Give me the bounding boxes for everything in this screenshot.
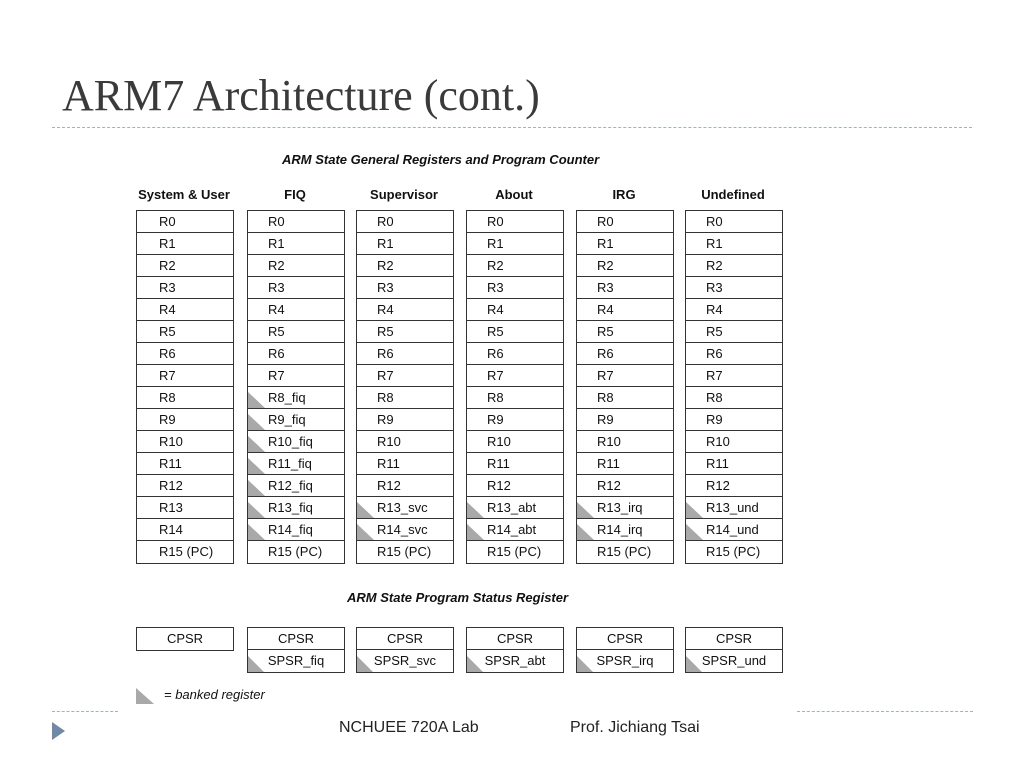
- register-label: R7: [377, 368, 394, 383]
- banked-marker-icon: [686, 502, 703, 518]
- register-label: R13_abt: [487, 500, 537, 515]
- register-label: R9: [377, 412, 394, 427]
- register-cell: [248, 365, 344, 387]
- banked-marker-icon: [686, 524, 703, 540]
- footer-divider-right: [797, 711, 973, 712]
- register-label: R7: [159, 368, 176, 383]
- register-label: R12: [487, 478, 511, 493]
- register-cell: [467, 255, 563, 277]
- register-label: R0: [268, 214, 285, 229]
- register-cell: [357, 409, 453, 431]
- register-label: R2: [377, 258, 394, 273]
- register-cell: [357, 233, 453, 255]
- register-cell: [137, 409, 233, 431]
- mode-header: Supervisor: [370, 187, 438, 202]
- register-cell: [357, 475, 453, 497]
- register-cell: [357, 541, 453, 563]
- register-label: R13: [159, 500, 183, 515]
- register-cell: [137, 321, 233, 343]
- psr-cell: [357, 650, 453, 672]
- register-label: R15 (PC): [487, 544, 542, 559]
- register-label: R5: [159, 324, 176, 339]
- psr-label: CPSR: [386, 631, 424, 646]
- register-cell: [686, 255, 782, 277]
- register-cell: [686, 409, 782, 431]
- register-cell: [686, 519, 782, 541]
- psr-label: CPSR: [496, 631, 534, 646]
- mode-header: FIQ: [284, 187, 306, 202]
- register-label: R5: [268, 324, 285, 339]
- register-column: [576, 210, 674, 564]
- register-cell: [577, 475, 673, 497]
- register-cell: [686, 321, 782, 343]
- triangle-bullet-icon: [52, 722, 65, 740]
- register-label: R2: [706, 258, 723, 273]
- register-label: R5: [377, 324, 394, 339]
- banked-marker-icon: [248, 502, 265, 518]
- register-column: [685, 210, 783, 564]
- register-label: R11: [706, 456, 729, 471]
- register-label: R15 (PC): [159, 544, 214, 559]
- register-cell: [248, 387, 344, 409]
- register-cell: [577, 431, 673, 453]
- banked-marker-icon: [248, 414, 265, 430]
- register-cell: [686, 387, 782, 409]
- register-label: R4: [159, 302, 176, 317]
- register-label: R2: [597, 258, 614, 273]
- register-label: R1: [377, 236, 394, 251]
- register-cell: [577, 541, 673, 563]
- register-label: R6: [487, 346, 504, 361]
- register-label: R15 (PC): [597, 544, 652, 559]
- psr-label: CPSR: [277, 631, 315, 646]
- psr-column: [466, 627, 564, 673]
- diagram-title: ARM State General Registers and Program Counter: [282, 152, 600, 167]
- register-cell: [137, 387, 233, 409]
- register-label: R8: [487, 390, 504, 405]
- register-cell: [137, 365, 233, 387]
- register-label: R8: [597, 390, 614, 405]
- register-cell: [686, 541, 782, 563]
- register-label: R15 (PC): [268, 544, 323, 559]
- register-cell: [137, 453, 233, 475]
- register-cell: [577, 365, 673, 387]
- mode-header: About: [495, 187, 533, 202]
- register-cell: [357, 365, 453, 387]
- psr-title: ARM State Program Status Register: [347, 590, 569, 605]
- register-cell: [467, 497, 563, 519]
- register-label: R2: [487, 258, 504, 273]
- register-column: [247, 210, 345, 564]
- register-cell: [577, 387, 673, 409]
- register-cell: [577, 299, 673, 321]
- register-label: R6: [597, 346, 614, 361]
- register-cell: [137, 233, 233, 255]
- register-cell: [467, 387, 563, 409]
- register-label: R10: [377, 434, 401, 449]
- register-label: R6: [159, 346, 176, 361]
- register-label: R11: [597, 456, 620, 471]
- register-label: R1: [268, 236, 285, 251]
- register-cell: [357, 277, 453, 299]
- register-cell: [137, 431, 233, 453]
- register-label: R6: [268, 346, 285, 361]
- register-label: R13_irq: [597, 500, 643, 515]
- register-label: R11_fiq: [268, 456, 312, 471]
- register-cell: [467, 365, 563, 387]
- register-label: R6: [377, 346, 394, 361]
- register-label: R0: [159, 214, 176, 229]
- psr-label: CPSR: [166, 631, 204, 646]
- register-cell: [577, 233, 673, 255]
- register-cell: [467, 277, 563, 299]
- register-label: R9: [487, 412, 504, 427]
- register-label: R9: [159, 412, 176, 427]
- psr-label: CPSR: [606, 631, 644, 646]
- register-cell: [686, 211, 782, 233]
- register-cell: [467, 299, 563, 321]
- footer-lab: NCHUEE 720A Lab: [339, 719, 479, 736]
- register-cell: [137, 519, 233, 541]
- register-cell: [248, 519, 344, 541]
- register-label: R10: [706, 434, 730, 449]
- register-label: R0: [487, 214, 504, 229]
- register-column: [466, 210, 564, 564]
- register-label: R12_fiq: [268, 478, 313, 493]
- footer-author: Prof. Jichiang Tsai: [570, 719, 700, 736]
- mode-header: Undefined: [701, 187, 765, 202]
- banked-marker-icon: [577, 656, 593, 672]
- register-label: R3: [706, 280, 723, 295]
- register-label: R9_fiq: [268, 412, 306, 427]
- register-label: R3: [597, 280, 614, 295]
- banked-marker-icon: [357, 656, 373, 672]
- register-cell: [577, 519, 673, 541]
- register-label: R5: [706, 324, 723, 339]
- register-cell: [577, 343, 673, 365]
- register-label: R10: [597, 434, 621, 449]
- register-column: [136, 210, 234, 564]
- register-label: R14_und: [706, 522, 759, 537]
- register-label: R15 (PC): [377, 544, 432, 559]
- psr-label: SPSR_und: [701, 653, 767, 668]
- register-cell: [248, 277, 344, 299]
- register-cell: [137, 475, 233, 497]
- psr-label: SPSR_irq: [596, 653, 654, 668]
- register-cell: [248, 497, 344, 519]
- register-label: R12: [377, 478, 401, 493]
- psr-cell: [467, 650, 563, 672]
- register-cell: [686, 431, 782, 453]
- register-cell: [137, 255, 233, 277]
- register-cell: [248, 211, 344, 233]
- register-cell: [577, 277, 673, 299]
- psr-column: [356, 627, 454, 673]
- register-cell: [137, 299, 233, 321]
- register-label: R10: [487, 434, 511, 449]
- register-label: R14_fiq: [268, 522, 313, 537]
- register-label: R1: [597, 236, 614, 251]
- banked-marker-icon: [248, 436, 265, 452]
- register-label: R3: [377, 280, 394, 295]
- psr-cell: [686, 628, 782, 650]
- register-cell: [137, 211, 233, 233]
- register-label: R5: [597, 324, 614, 339]
- register-label: R14: [159, 522, 183, 537]
- psr-column: [136, 627, 234, 651]
- banked-marker-icon: [248, 392, 265, 408]
- register-cell: [248, 453, 344, 475]
- register-cell: [357, 321, 453, 343]
- register-cell: [467, 519, 563, 541]
- register-label: R12: [597, 478, 621, 493]
- register-cell: [467, 475, 563, 497]
- register-label: R2: [268, 258, 285, 273]
- register-cell: [357, 387, 453, 409]
- register-label: R4: [706, 302, 723, 317]
- register-label: R13_fiq: [268, 500, 313, 515]
- mode-header: System & User: [138, 187, 230, 202]
- register-label: R7: [268, 368, 285, 383]
- register-label: R10: [159, 434, 183, 449]
- register-cell: [357, 255, 453, 277]
- register-label: R8: [159, 390, 176, 405]
- register-cell: [577, 255, 673, 277]
- banked-marker-icon: [577, 524, 594, 540]
- psr-cell: [137, 628, 233, 650]
- register-label: R3: [487, 280, 504, 295]
- register-label: R9: [597, 412, 614, 427]
- register-cell: [248, 255, 344, 277]
- register-label: R14_svc: [377, 522, 428, 537]
- register-cell: [686, 453, 782, 475]
- register-label: R11: [159, 456, 182, 471]
- register-cell: [467, 343, 563, 365]
- register-label: R1: [487, 236, 504, 251]
- register-label: R4: [487, 302, 504, 317]
- banked-marker-icon: [467, 524, 484, 540]
- slide-title: ARM7 Architecture (cont.): [62, 71, 540, 120]
- register-cell: [248, 299, 344, 321]
- banked-register-legend-icon: [136, 688, 154, 704]
- register-cell: [137, 541, 233, 563]
- register-label: R13_svc: [377, 500, 428, 515]
- register-label: R15 (PC): [706, 544, 761, 559]
- register-label: R11: [377, 456, 400, 471]
- banked-marker-icon: [686, 656, 702, 672]
- psr-label: CPSR: [715, 631, 753, 646]
- register-label: R12: [706, 478, 730, 493]
- register-label: R13_und: [706, 500, 759, 515]
- register-cell: [248, 233, 344, 255]
- register-column: [356, 210, 454, 564]
- register-label: R3: [159, 280, 176, 295]
- register-label: R3: [268, 280, 285, 295]
- register-cell: [577, 453, 673, 475]
- register-label: R7: [597, 368, 614, 383]
- psr-cell: [248, 650, 344, 672]
- register-label: R7: [487, 368, 504, 383]
- register-cell: [467, 453, 563, 475]
- title-divider: [52, 127, 972, 128]
- psr-column: [247, 627, 345, 673]
- psr-cell: [357, 628, 453, 650]
- register-cell: [686, 299, 782, 321]
- register-cell: [686, 497, 782, 519]
- psr-cell: [577, 650, 673, 672]
- register-label: R14_irq: [597, 522, 643, 537]
- banked-marker-icon: [248, 524, 265, 540]
- register-cell: [357, 519, 453, 541]
- register-label: R11: [487, 456, 510, 471]
- register-label: R8_fiq: [268, 390, 306, 405]
- register-cell: [357, 299, 453, 321]
- register-cell: [357, 497, 453, 519]
- register-label: R10_fiq: [268, 434, 313, 449]
- register-cell: [467, 431, 563, 453]
- register-label: R7: [706, 368, 723, 383]
- psr-label: SPSR_svc: [373, 653, 437, 668]
- psr-cell: [248, 628, 344, 650]
- psr-label: SPSR_fiq: [267, 653, 325, 668]
- legend-label: = banked register: [164, 687, 265, 702]
- register-cell: [577, 497, 673, 519]
- psr-cell: [577, 628, 673, 650]
- register-cell: [248, 321, 344, 343]
- register-cell: [248, 475, 344, 497]
- register-cell: [248, 431, 344, 453]
- register-label: R1: [706, 236, 723, 251]
- register-cell: [686, 277, 782, 299]
- psr-label: SPSR_abt: [484, 653, 546, 668]
- register-cell: [467, 321, 563, 343]
- register-cell: [467, 211, 563, 233]
- register-label: R6: [706, 346, 723, 361]
- register-cell: [467, 409, 563, 431]
- banked-marker-icon: [467, 656, 483, 672]
- register-cell: [357, 431, 453, 453]
- register-label: R9: [706, 412, 723, 427]
- register-cell: [686, 343, 782, 365]
- register-label: R14_abt: [487, 522, 537, 537]
- register-label: R5: [487, 324, 504, 339]
- banked-marker-icon: [248, 480, 265, 496]
- register-cell: [686, 475, 782, 497]
- register-cell: [577, 321, 673, 343]
- psr-column: [576, 627, 674, 673]
- register-cell: [357, 211, 453, 233]
- register-label: R4: [597, 302, 614, 317]
- banked-marker-icon: [357, 524, 374, 540]
- register-cell: [248, 409, 344, 431]
- psr-cell: [467, 628, 563, 650]
- mode-header: IRG: [612, 187, 636, 202]
- register-cell: [248, 343, 344, 365]
- psr-cell: [686, 650, 782, 672]
- register-cell: [137, 343, 233, 365]
- footer-divider-left: [52, 711, 118, 712]
- register-cell: [686, 233, 782, 255]
- register-label: R0: [377, 214, 394, 229]
- register-cell: [577, 211, 673, 233]
- register-label: R0: [706, 214, 723, 229]
- register-cell: [137, 277, 233, 299]
- register-label: R4: [377, 302, 394, 317]
- register-label: R0: [597, 214, 614, 229]
- psr-column: [685, 627, 783, 673]
- register-cell: [357, 343, 453, 365]
- register-cell: [137, 497, 233, 519]
- register-cell: [357, 453, 453, 475]
- register-cell: [467, 233, 563, 255]
- register-cell: [577, 409, 673, 431]
- register-label: R4: [268, 302, 285, 317]
- register-label: R1: [159, 236, 176, 251]
- register-cell: [686, 365, 782, 387]
- register-cell: [248, 541, 344, 563]
- register-label: R12: [159, 478, 183, 493]
- register-label: R8: [706, 390, 723, 405]
- banked-marker-icon: [357, 502, 374, 518]
- register-label: R2: [159, 258, 176, 273]
- banked-marker-icon: [577, 502, 594, 518]
- banked-marker-icon: [248, 656, 264, 672]
- register-cell: [467, 541, 563, 563]
- register-label: R8: [377, 390, 394, 405]
- banked-marker-icon: [467, 502, 484, 518]
- banked-marker-icon: [248, 458, 265, 474]
